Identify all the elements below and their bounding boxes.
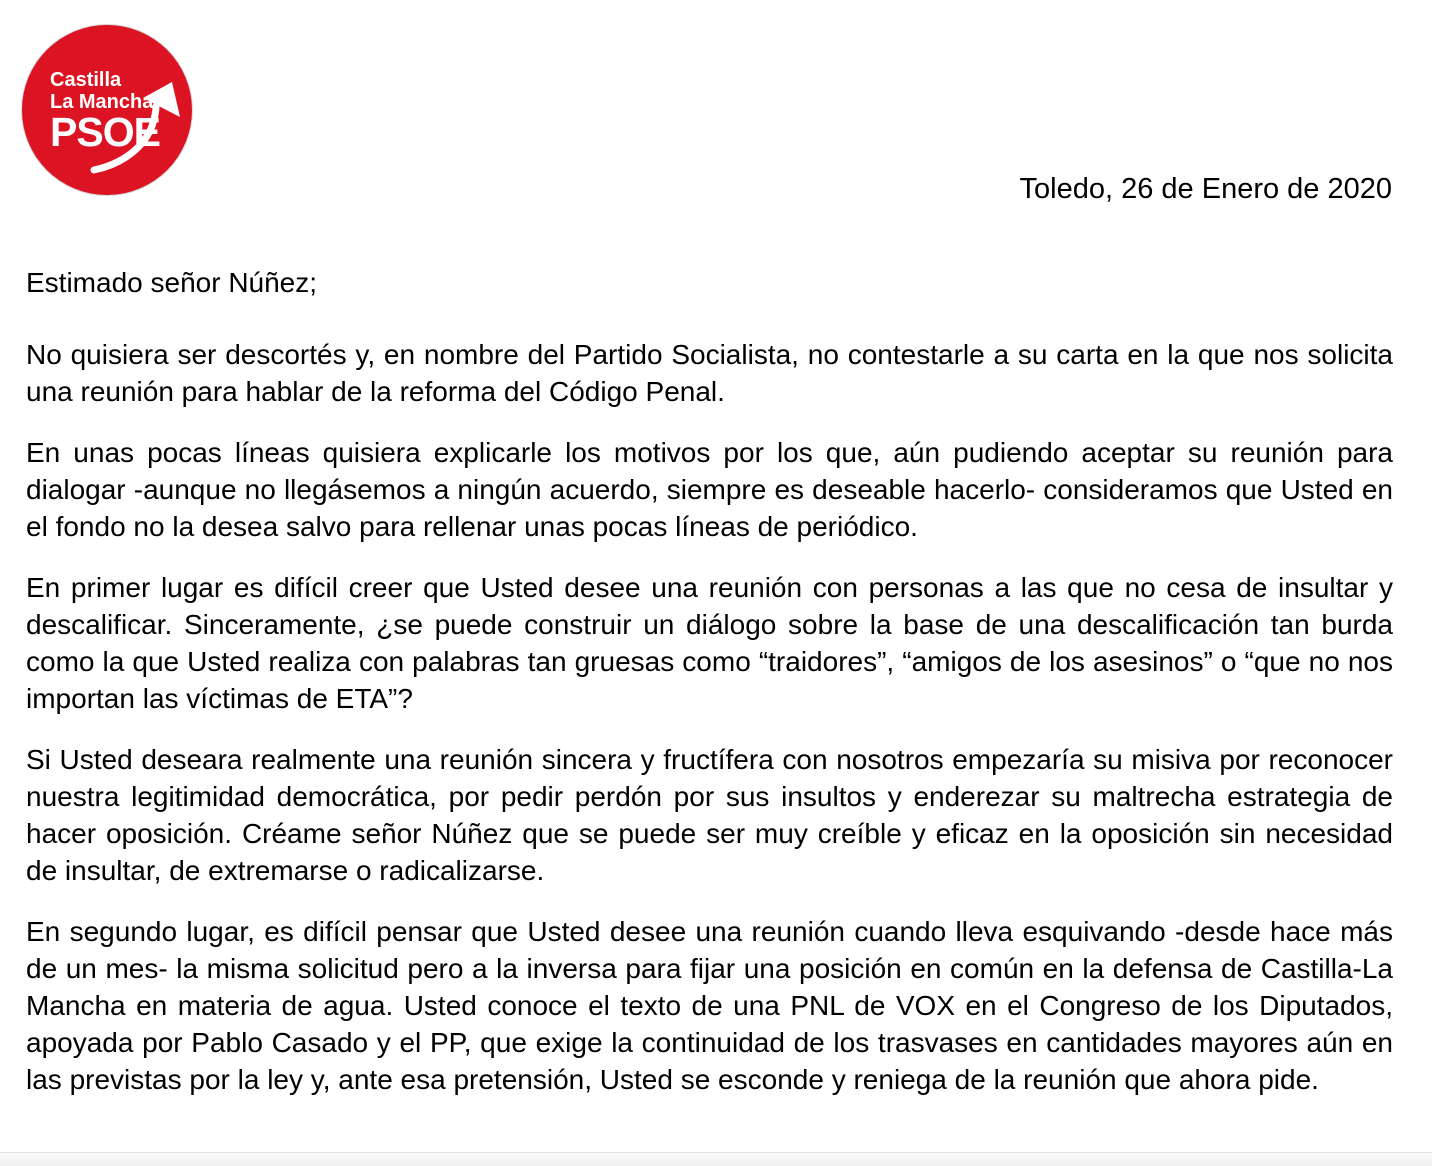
logo-text: [50, 69, 160, 155]
logo-region-line2: La Mancha: [50, 91, 154, 113]
logo-region-line1: Castilla: [50, 69, 122, 91]
page-bottom-edge: [0, 1152, 1432, 1166]
letter-paragraph: No quisiera ser descortés y, en nombre del Partido Socialista, no contestarle a su carta en la que nos solicita una reunión para hablar de la reforma del Código Penal.: [26, 339, 1393, 407]
logo-party-name: PSOE: [50, 109, 160, 155]
psoe-castilla-la-mancha-logo: [22, 25, 192, 195]
letter-paragraph: En unas pocas líneas quisiera explicarle los motivos por los que, aún pudiendo aceptar su reunión para dialogar -aunque no llegásemos a ningún acuerdo, siempre es deseable hacerlo- consideramos que Usted en el fondo no la desea salvo para rellenar unas pocas líneas de periódico.: [26, 437, 1393, 542]
letter-paragraph: En segundo lugar, es difícil pensar que Usted desee una reunión cuando lleva esquivando -desde hace más de un mes- la misma solicitud pero a la inversa para fijar una posición en común en la defensa de Castilla-La Mancha en materia de agua. Usted conoce el texto de una PNL de VOX en el Congreso de los Diputados, apoyada por Pablo Casado y el PP, que exige la continuidad de los trasvases en cantidades mayores aún en las previstas por la ley y, ante esa pretensión, Usted se esconde y reniega de la reunión que ahora pide.: [26, 916, 1393, 1095]
letter-paragraph: En primer lugar es difícil creer que Usted desee una reunión con personas a las que no cesa de insultar y descalificar. Sinceramente, ¿se puede construir un diálogo sobre la base de una descalificación tan burda como la que Usted realiza con palabras tan gruesas como “traidores”, “amigos de los asesinos” o “que no nos importan las víctimas de ETA”?: [26, 572, 1393, 714]
letter-paragraph: Si Usted deseara realmente una reunión sincera y fructífera con nosotros empezaría su misiva por reconocer nuestra legitimidad democrática, por pedir perdón por sus insultos y enderezar su maltrecha estrategia de hacer oposición. Créame señor Núñez que se puede ser muy creíble y eficaz en la oposición sin necesidad de insultar, de extremarse o radicalizarse.: [26, 744, 1393, 886]
letter-date: Toledo, 26 de Enero de 2020: [1019, 173, 1392, 205]
letter-salutation: Estimado señor Núñez;: [26, 267, 318, 298]
letter-body: [26, 264, 1393, 1122]
